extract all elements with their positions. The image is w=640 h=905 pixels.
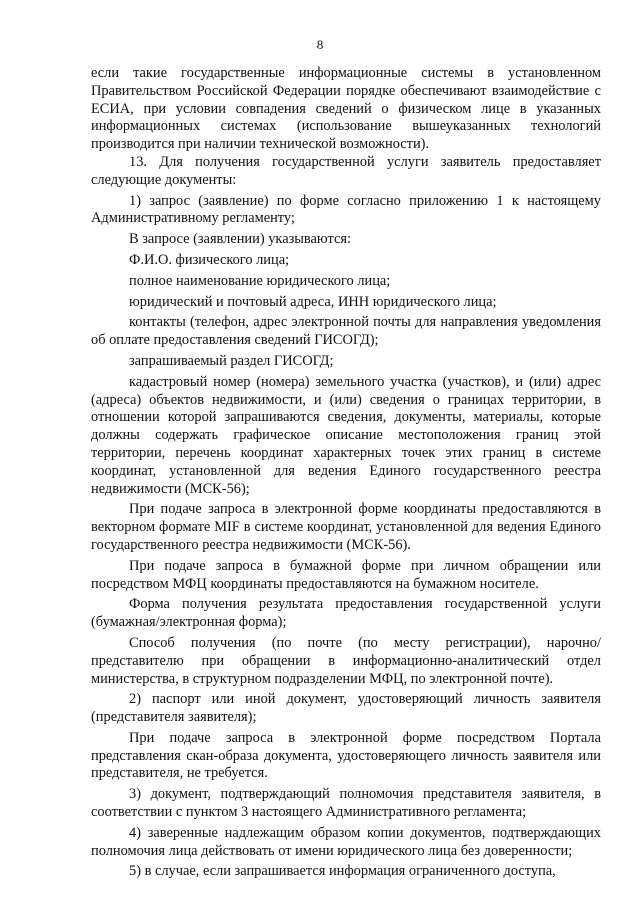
paragraph-legal-entity-name: полное наименование юридического лица; [129, 272, 391, 289]
page-number: 8 [316, 37, 324, 52]
paragraph-electronic-coordinates: При подаче запроса в электронной форме координаты предоставляются в векторном формате MIF в системе координат, установленной для ведения Единого государственного реестра недвижимости (МСК-56). [91, 501, 601, 553]
paragraph-item-13: 13. Для получения государственной услуги заявитель предоставляет следующие документы: [91, 153, 601, 188]
paragraph-subitem-3: 3) документ, подтверждающий полномочия представителя заявителя, в соответствии с пунктом 3 настоящего Административного регламента; [91, 786, 601, 821]
paragraph-request-contents: В запросе (заявлении) указываются: [129, 231, 351, 248]
paragraph-full-name: Ф.И.О. физического лица; [129, 251, 290, 268]
paragraph-gisogd-section: запрашиваемый раздел ГИСОГД; [129, 352, 334, 369]
paragraph-cadastral-number: кадастровый номер (номера) земельного участка (участков), и (или) адрес (адреса) объектов недвижимости, и (или) сведения о границах территории, в отношении которой запрашиваются сведения, документы, материалы, которые должны содержать графическое описание местоположения границ этой территории, перечень координат характерных точек этих границ в системе координат, установленной для ведения Единого государственного реестра недвижимости (МСК-56); [91, 373, 601, 497]
paragraph-portal-scan: При подаче запроса в электронной форме посредством Портала представления скан-образа документа, удостоверяющего личность заявителя или представителя, не требуется. [91, 729, 601, 782]
paragraph-esia-continuation: если такие государственные информационные системы в установленном Правительством Российской Федерации порядке обеспечивают взаимодействие с ЕСИА, при условии совпадения сведений о физическом лице в указанных информационных системах (использование вышеуказанных технологий производится при наличии технической возможности). [91, 65, 601, 153]
paragraph-result-form: Форма получения результата предоставления государственной услуги (бумажная/электронная форма); [91, 596, 601, 631]
paragraph-paper-coordinates: При подаче запроса в бумажной форме при личном обращении или посредством МФЦ координаты предоставляются на бумажном носителе. [91, 557, 601, 592]
paragraph-subitem-2: 2) паспорт или иной документ, удостоверяющий личность заявителя (представителя заявителя); [91, 691, 601, 726]
paragraph-contacts: контакты (телефон, адрес электронной почты для направления уведомления об оплате предоставления сведений ГИСОГД); [91, 314, 601, 349]
document-body [91, 65, 601, 881]
paragraph-addresses: юридический и почтовый адреса, ИНН юридического лица; [129, 293, 497, 310]
paragraph-subitem-5: 5) в случае, если запрашивается информация ограниченного доступа, [129, 863, 556, 880]
paragraph-subitem-4: 4) заверенные надлежащим образом копии документов, подтверждающих полномочия лица действовать от имени юридического лица без доверенности; [91, 824, 601, 859]
paragraph-subitem-1: 1) запрос (заявление) по форме согласно приложению 1 к настоящему Административному регламенту; [91, 192, 601, 227]
paragraph-delivery-method: Способ получения (по почте (по месту регистрации), нарочно/представителю при обращении в информационно-аналитический отдел министерства, в структурном подразделении МФЦ, по электронной почте). [91, 634, 601, 687]
